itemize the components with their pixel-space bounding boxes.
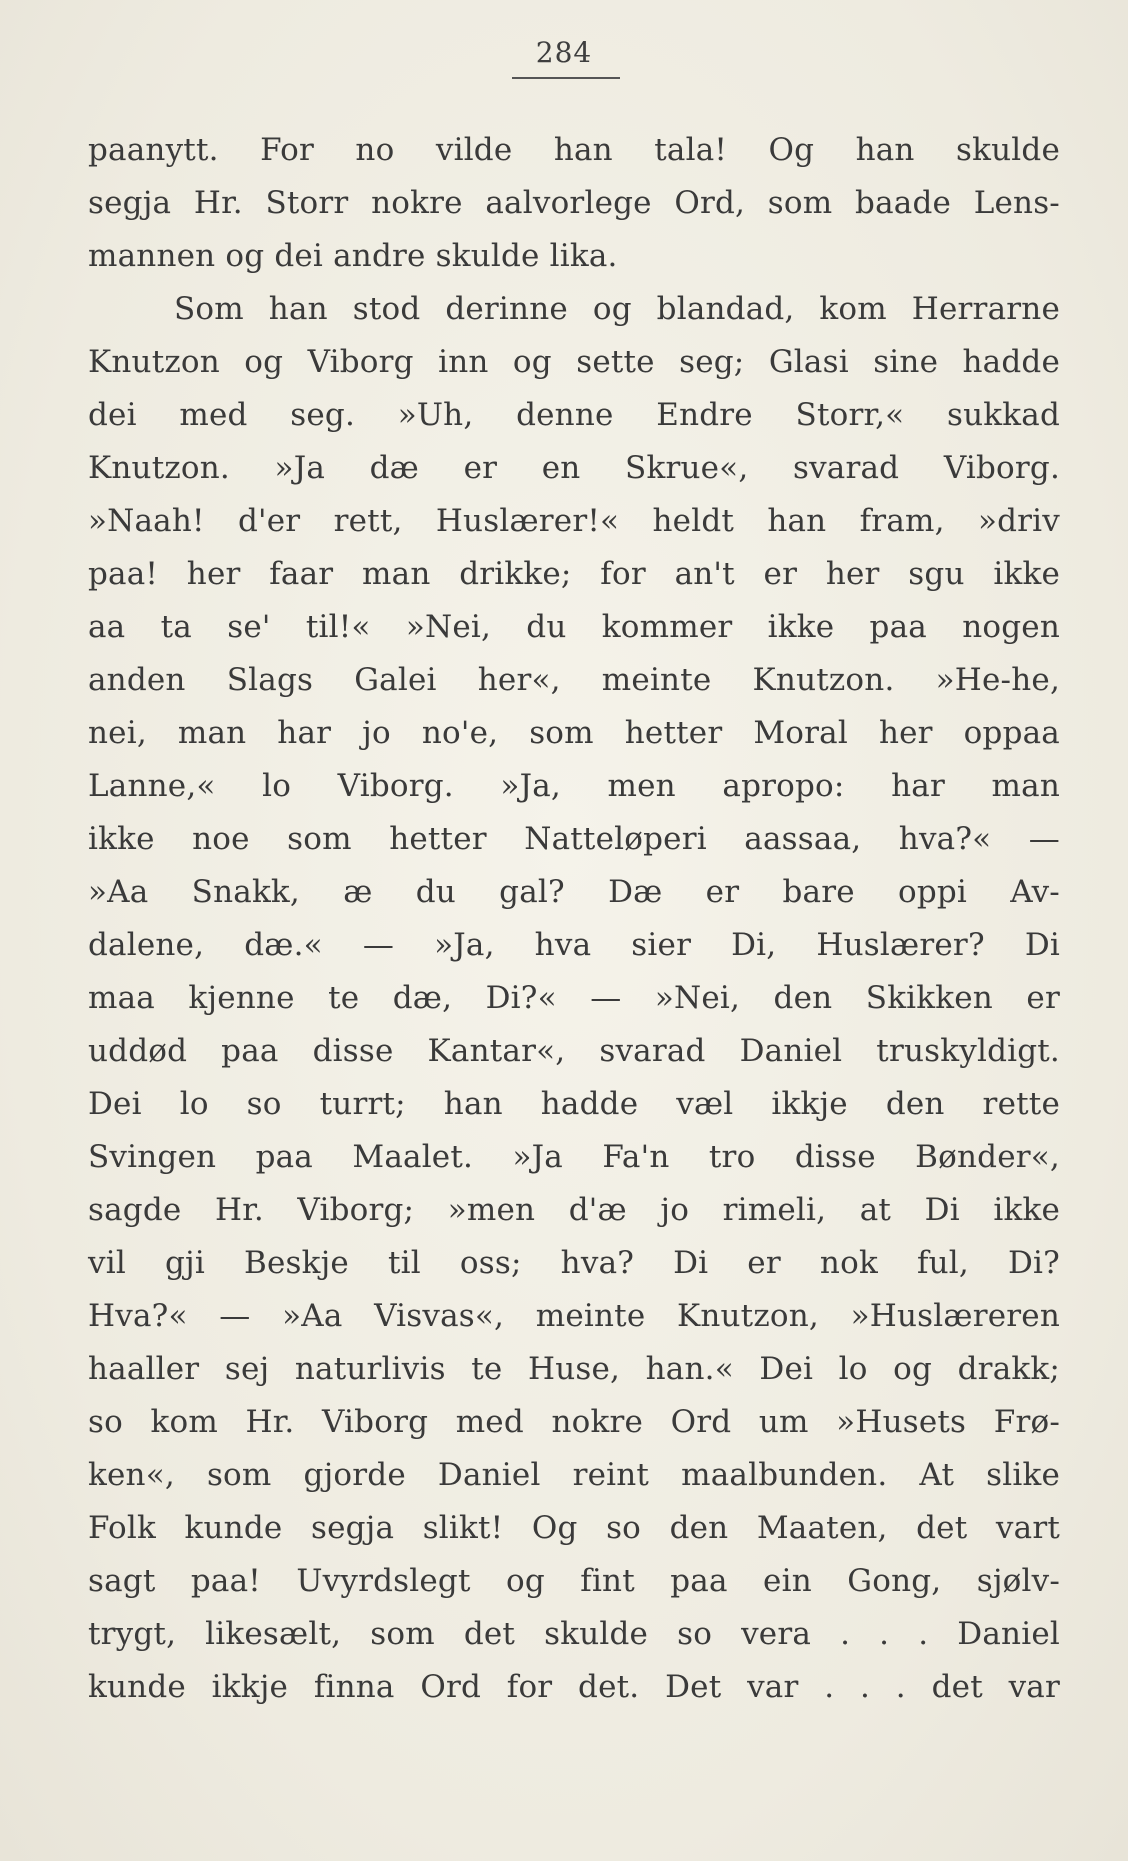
header-rule [512, 77, 620, 79]
text-line: vil gji Beskje til oss; hva? Di er nok ful, Di? [88, 1245, 1060, 1281]
text-line: mannen og dei andre skulde lika. [88, 238, 618, 274]
text-line: Dei lo so turrt; han hadde væl ikkje den rette [88, 1086, 1060, 1122]
text-line: Folk kunde segja slikt! Og so den Maaten, det vart [88, 1510, 1060, 1546]
text-line: segja Hr. Storr nokre aalvorlege Ord, som baade Lens- [88, 185, 1060, 221]
text-line: maa kjenne te dæ, Di?« — »Nei, den Skikken er [88, 980, 1060, 1016]
text-line: uddød paa disse Kantar«, svarad Daniel truskyldigt. [88, 1033, 1060, 1069]
text-line: dei med seg. »Uh, denne Endre Storr,« sukkad [88, 397, 1060, 433]
text-line: so kom Hr. Viborg med nokre Ord um »Husets Frø- [88, 1404, 1060, 1440]
text-line: »Aa Snakk, æ du gal? Dæ er bare oppi Av- [88, 874, 1060, 910]
text-line: ikke noe som hetter Natteløperi aassaa, hva?« — [88, 821, 1060, 857]
page-body-text [88, 124, 1060, 1714]
text-line: kunde ikkje finna Ord for det. Det var . . . det var [88, 1669, 1060, 1705]
text-line: sagde Hr. Viborg; »men d'æ jo rimeli, at Di ikke [88, 1192, 1060, 1228]
text-line: anden Slags Galei her«, meinte Knutzon. »He-he, [88, 662, 1060, 698]
text-line: ken«, som gjorde Daniel reint maalbunden. At slike [88, 1457, 1060, 1493]
text-line: Hva?« — »Aa Visvas«, meinte Knutzon, »Huslæreren [88, 1298, 1060, 1334]
text-line: dalene, dæ.« — »Ja, hva sier Di, Huslærer? Di [88, 927, 1060, 963]
text-line: paanytt. For no vilde han tala! Og han skulde [88, 132, 1060, 168]
text-line: Svingen paa Maalet. »Ja Fa'n tro disse Bønder«, [88, 1139, 1060, 1175]
text-line: aa ta se' til!« »Nei, du kommer ikke paa nogen [88, 609, 1060, 645]
text-line: paa! her faar man drikke; for an't er her sgu ikke [88, 556, 1060, 592]
text-line: trygt, likesælt, som det skulde so vera . . . Daniel [88, 1616, 1060, 1652]
text-line: haaller sej naturlivis te Huse, han.« Dei lo og drakk; [88, 1351, 1060, 1387]
page-number: 284 [535, 36, 593, 69]
text-line: nei, man har jo no'e, som hetter Moral her oppaa [88, 715, 1060, 751]
text-line: Knutzon. »Ja dæ er en Skrue«, svarad Viborg. [88, 450, 1060, 486]
text-line: Knutzon og Viborg inn og sette seg; Glasi sine hadde [88, 344, 1060, 380]
text-line: Lanne,« lo Viborg. »Ja, men apropo: har man [88, 768, 1060, 804]
text-line: Som han stod derinne og blandad, kom Herrarne [174, 291, 1060, 327]
text-line: »Naah! d'er rett, Huslærer!« heldt han fram, »driv [88, 503, 1060, 539]
text-line: sagt paa! Uvyrdslegt og fint paa ein Gong, sjølv- [88, 1563, 1060, 1599]
